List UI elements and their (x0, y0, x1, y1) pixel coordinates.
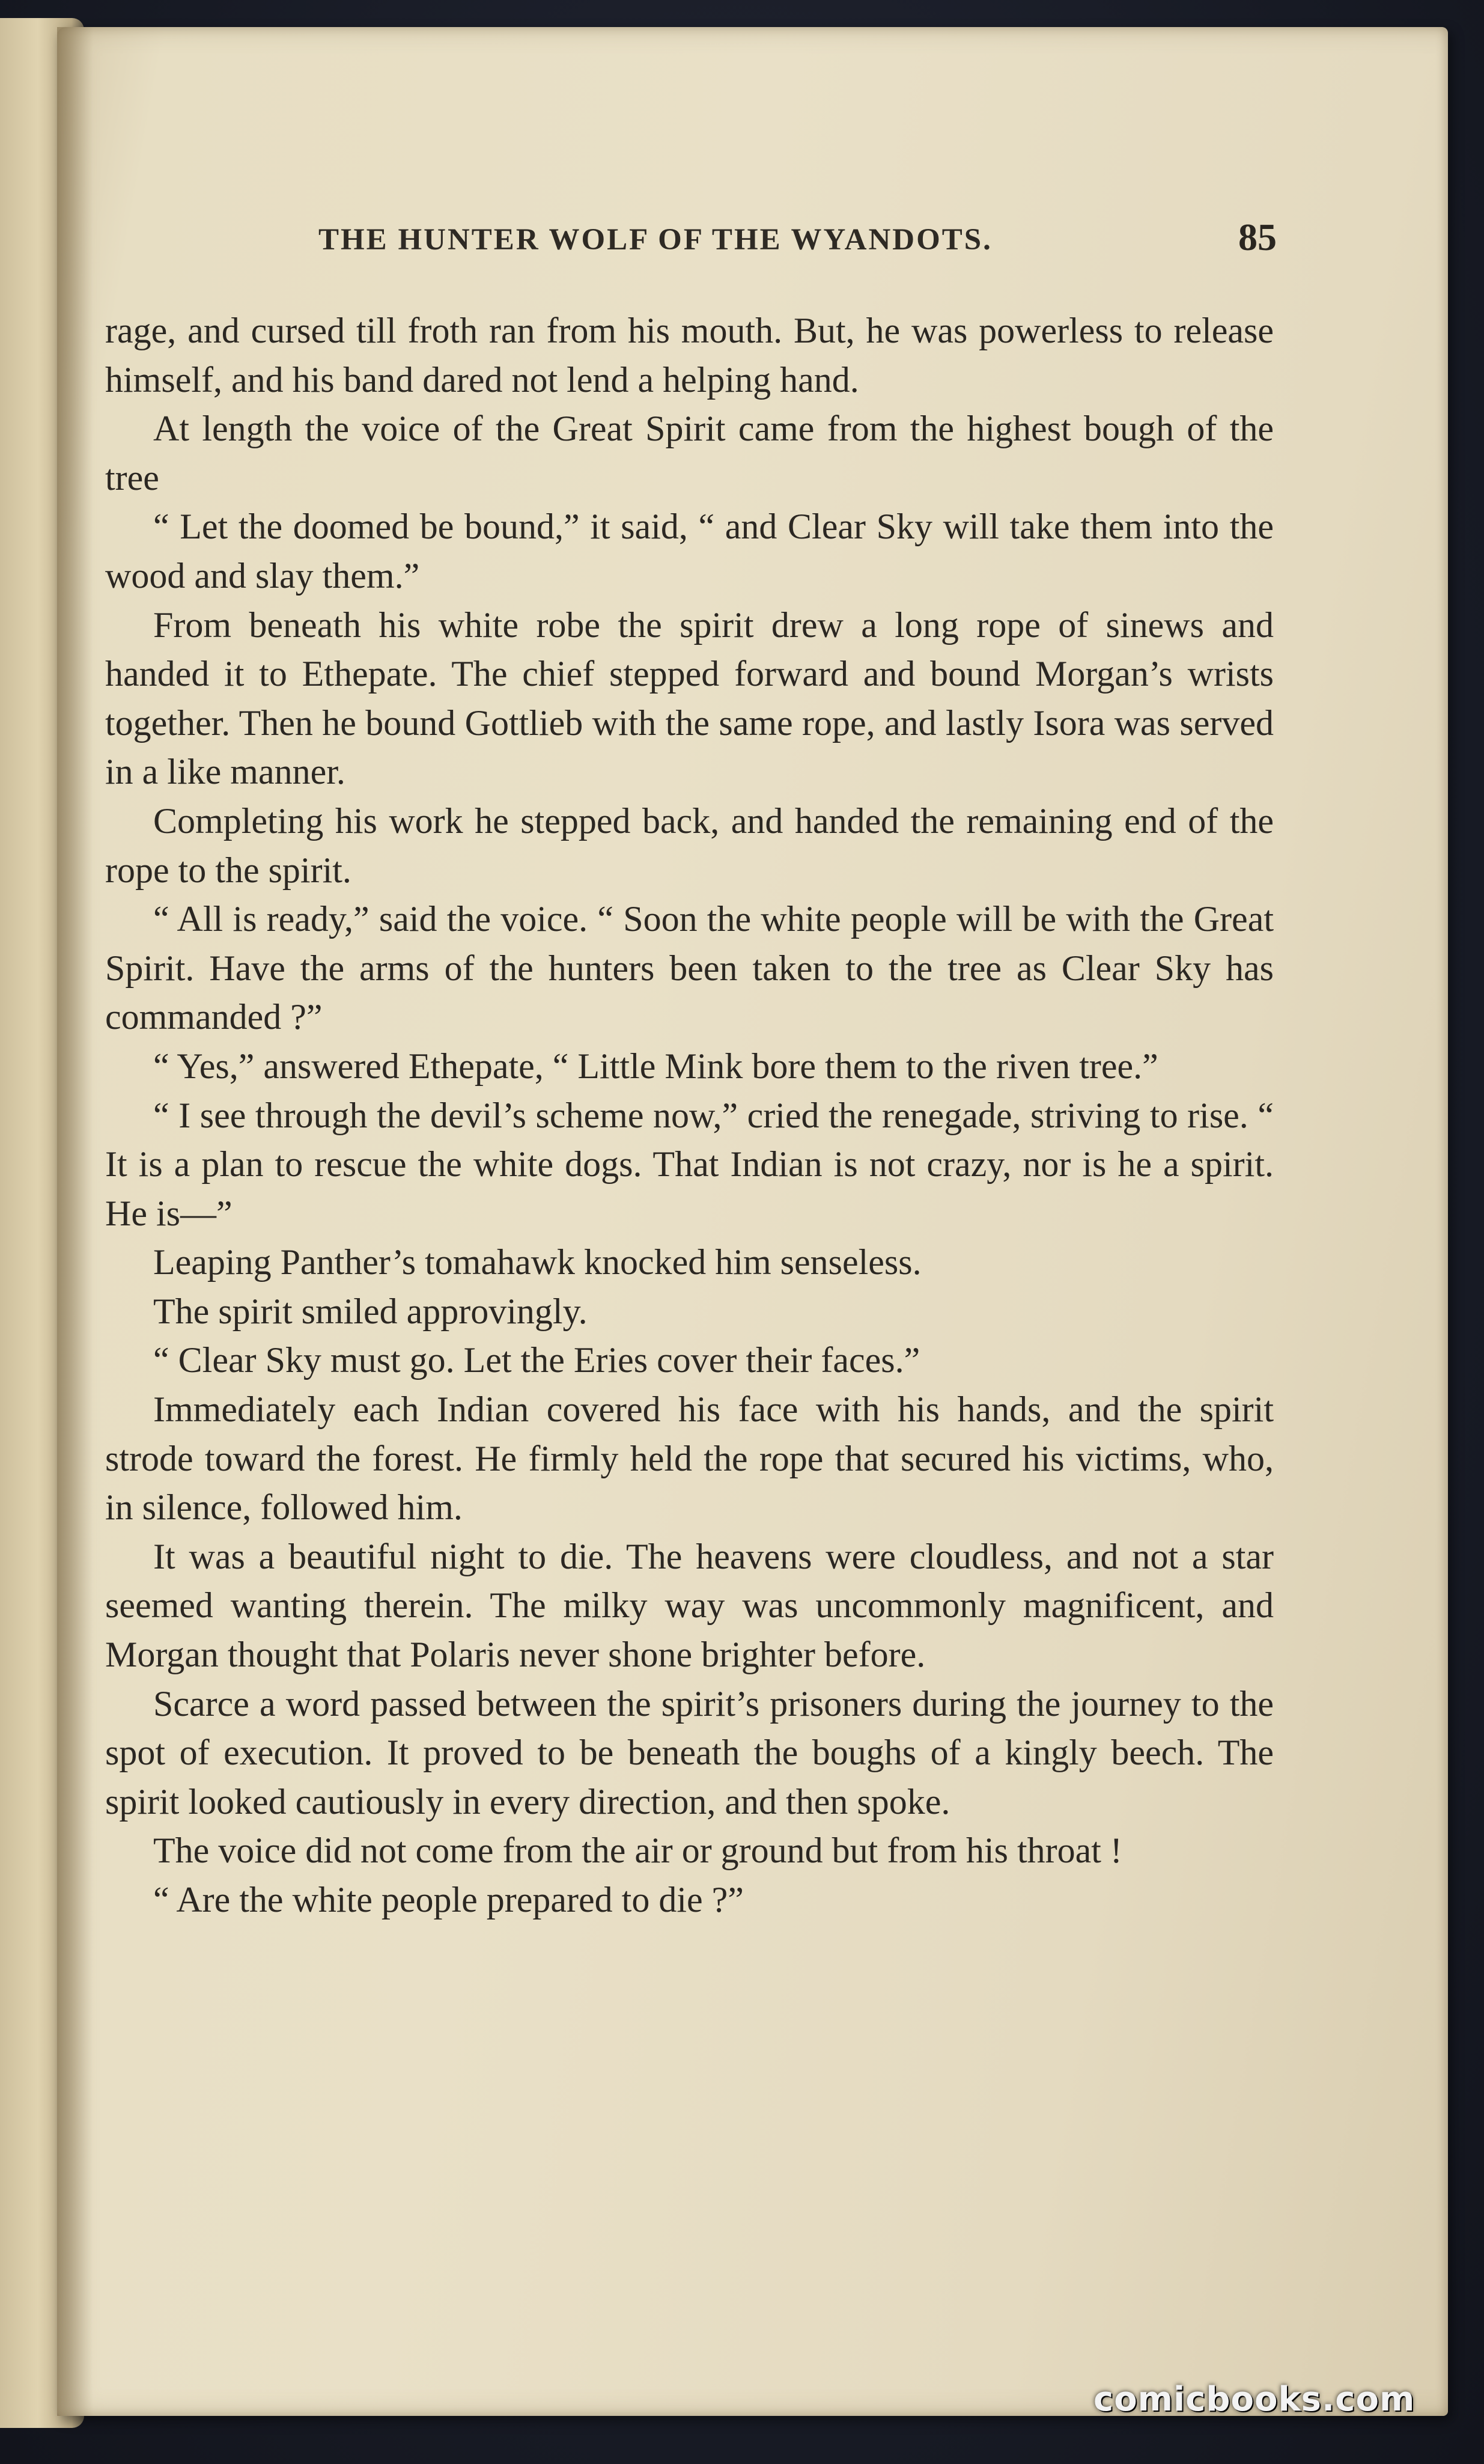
paragraph: Leaping Panther’s tomahawk knocked him senseless. (153, 1242, 922, 1282)
body-text (105, 306, 1274, 2308)
paragraph: Completing his work he stepped back, and handed the remaining end of the rope to the spirit. (105, 800, 1274, 890)
paragraph: It was a beautiful night to die. The heavens were cloudless, and not a star seemed wanting therein. The milky way was uncommonly magnificent, and Morgan thought that Polaris never shone brighter before. (105, 1536, 1274, 1675)
page-header (105, 216, 1277, 276)
paragraph: The spirit smiled approvingly. (153, 1291, 588, 1331)
paragraph: “ Yes,” answered Ethepate, “ Little Mink bore them to the riven tree.” (153, 1046, 1158, 1086)
paragraph: “ All is ready,” said the voice. “ Soon the white people will be with the Great Spirit. Have the arms of the hunters been taken to the tree as Clear Sky has commanded ?” (105, 899, 1274, 1037)
paragraph: rage, and cursed till froth ran from his mouth. But, he was powerless to release himself, and his band dared not lend a helping hand. (105, 311, 1274, 400)
page-gutter-shadow (57, 27, 93, 2416)
paragraph: The voice did not come from the air or ground but from his throat ! (153, 1831, 1122, 1871)
paragraph: “ I see through the devil’s scheme now,” cried the renegade, striving to rise. “ It is a plan to rescue the white dogs. That Indian is not crazy, nor is he a spirit. He is—” (105, 1095, 1274, 1233)
paragraph: Scarce a word passed between the spirit’s prisoners during the journey to the spot of execution. It proved to be beneath the boughs of a kingly beech. The spirit looked cautiously in every direction, and then spoke. (105, 1683, 1274, 1822)
paragraph: Immediately each Indian covered his face with his hands, and the spirit strode toward the forest. He firmly held the rope that secured his victims, who, in silence, followed him. (105, 1389, 1274, 1528)
watermark: comicbooks.com (1093, 2380, 1416, 2419)
paragraph: From beneath his white robe the spirit drew a long rope of sinews and handed it to Ethepate. The chief stepped forward and bound Morgan’s wrists together. Then he bound Gottlieb with the same rope, and lastly Isora was served in a like manner. (105, 605, 1274, 792)
paragraph: “ Let the doomed be bound,” it said, “ and Clear Sky will take them into the wood and slay them.” (105, 507, 1274, 596)
paragraph: “ Clear Sky must go. Let the Eries cover their faces.” (153, 1340, 920, 1380)
page-number: 85 (1238, 216, 1277, 258)
paragraph: At length the voice of the Great Spirit came from the highest bough of the tree (105, 409, 1274, 498)
paragraph: “ Are the white people prepared to die ?” (153, 1880, 744, 1920)
running-head: THE HUNTER WOLF OF THE WYANDOTS. (318, 223, 993, 257)
